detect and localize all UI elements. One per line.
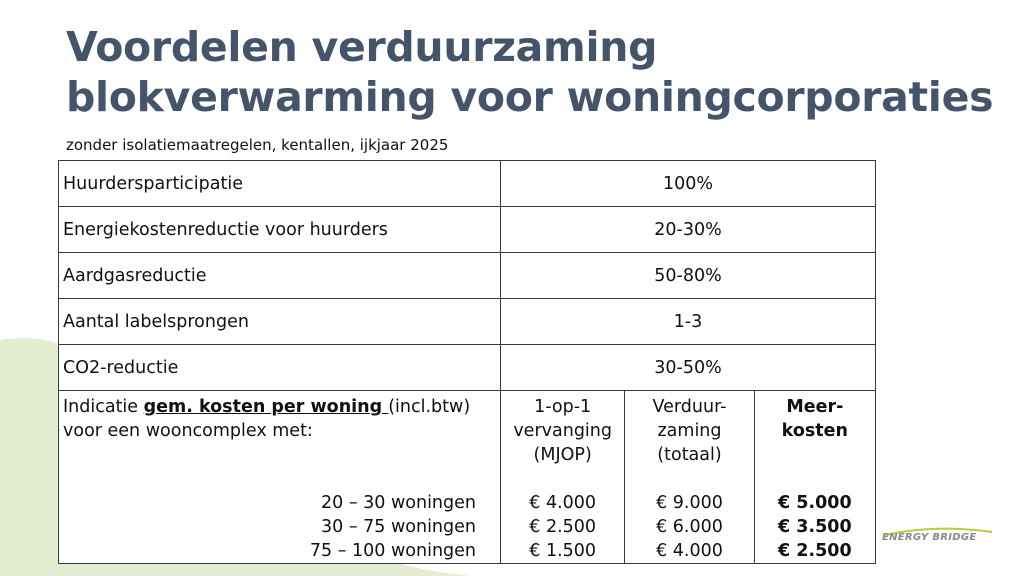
- cost-value: € 2.500: [778, 541, 852, 561]
- page-title: Voordelen verduurzaming blokverwarming voor woningcorporaties: [66, 23, 994, 121]
- row-value: 30-50%: [501, 345, 876, 391]
- cost-label-line2: voor een wooncomplex met:: [63, 421, 313, 441]
- cost-value: € 3.500: [778, 517, 852, 537]
- column-header: Verduur-: [652, 397, 727, 417]
- cost-value: € 9.000: [656, 493, 723, 513]
- table-row: [59, 161, 876, 207]
- column-header: 1-op-1: [534, 397, 592, 417]
- table-row: [59, 207, 876, 253]
- complex-size: 75 – 100 woningen: [309, 541, 476, 561]
- column-header: (MJOP): [533, 445, 592, 465]
- column-header: zaming: [657, 421, 722, 441]
- cost-row: [59, 391, 876, 564]
- cost-column-sustainability: [625, 391, 754, 564]
- row-value: 20-30%: [501, 207, 876, 253]
- table-row: [59, 345, 876, 391]
- complex-size: 20 – 30 woningen: [320, 493, 476, 513]
- cost-value: € 4.000: [529, 493, 597, 513]
- energy-bridge-logo: [882, 528, 994, 552]
- logo-text: ENERGY BRIDGE: [882, 532, 977, 543]
- benefits-table: [58, 160, 876, 564]
- row-value: 50-80%: [501, 253, 876, 299]
- cost-value: € 6.000: [656, 517, 723, 537]
- cost-column-replacement: [501, 391, 625, 564]
- complex-size: 30 – 75 woningen: [320, 517, 476, 537]
- row-label: Aantal labelsprongen: [59, 299, 501, 345]
- cost-value: € 2.500: [529, 517, 597, 537]
- column-header: (totaal): [657, 445, 722, 465]
- cost-label-emphasis: gem. kosten per woning: [143, 397, 389, 417]
- row-label: Huurdersparticipatie: [59, 161, 501, 207]
- column-header: vervanging: [513, 421, 612, 441]
- row-label: CO2-reductie: [59, 345, 501, 391]
- cost-label-cell: [59, 391, 501, 564]
- cost-value: € 5.000: [778, 493, 852, 513]
- row-label: Aardgasreductie: [59, 253, 501, 299]
- cost-column-extra: [754, 391, 875, 564]
- table-row: [59, 253, 876, 299]
- cost-value: € 1.500: [529, 541, 597, 561]
- column-header: Meer-: [786, 397, 844, 417]
- row-value: 1-3: [501, 299, 876, 345]
- row-label: Energiekostenreductie voor huurders: [59, 207, 501, 253]
- column-header: kosten: [781, 421, 848, 441]
- page-subtitle: zonder isolatiemaatregelen, kentallen, ijkjaar 2025: [66, 136, 449, 154]
- cost-label: Indicatie gem. kosten per woning (incl.btw): [63, 397, 471, 417]
- row-value: 100%: [501, 161, 876, 207]
- table-row: [59, 299, 876, 345]
- cost-value: € 4.000: [656, 541, 723, 561]
